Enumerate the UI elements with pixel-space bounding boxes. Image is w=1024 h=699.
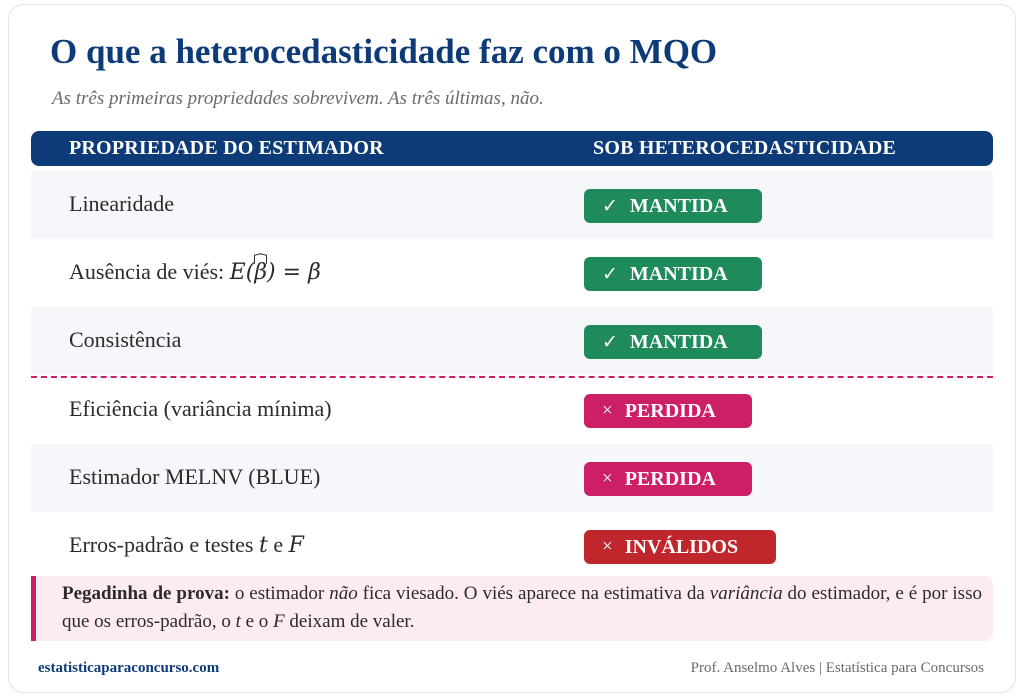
beta-hat: β — [254, 260, 268, 285]
table-row — [31, 171, 993, 239]
table-row — [31, 376, 993, 444]
status-badge — [584, 189, 762, 223]
footer-credit: Prof. Anselmo Alves | Estatística para Concursos — [690, 660, 984, 676]
property-label: Erros-padrão e testes t e F — [69, 532, 304, 558]
status-badge — [584, 462, 752, 496]
table-header — [31, 131, 993, 166]
table-row — [31, 239, 993, 307]
status-badge — [584, 394, 752, 428]
callout-lead: Pegadinha de prova: — [62, 583, 230, 604]
math-expectation: E(β) = β — [229, 260, 321, 285]
status-text: INVÁLIDOS — [624, 535, 739, 558]
property-label: Eficiência (variância mínima) — [69, 396, 332, 421]
check-icon: ✓ — [602, 331, 618, 353]
cross-icon: × — [602, 468, 613, 489]
status-badge — [584, 325, 762, 359]
property-label: Consistência — [69, 327, 182, 352]
cross-icon: × — [602, 400, 613, 421]
column-header-property: PROPRIEDADE DO ESTIMADOR — [69, 137, 384, 159]
check-icon: ✓ — [602, 195, 618, 217]
property-label — [69, 259, 321, 285]
page-title: O que a heterocedasticidade faz com o MQO — [50, 32, 718, 71]
page-subtitle: As três primeiras propriedades sobrevivem. As três últimas, não. — [52, 88, 544, 109]
status-badge — [584, 257, 762, 291]
label-prefix: Ausência de viés: — [69, 259, 225, 284]
status-text: PERDIDA — [624, 399, 716, 422]
table-row — [31, 444, 993, 512]
footer-site: estatisticaparaconcurso.com — [38, 660, 220, 676]
status-text: PERDIDA — [624, 467, 716, 490]
callout-text: Pegadinha de prova: o estimador não fica viesado. O viés aparece na estimativa da variância do estimador, e é por isso que os erros-padrão, o t e o F deixam de valer. — [62, 583, 982, 632]
cross-icon: × — [602, 536, 613, 557]
table-row — [31, 512, 993, 580]
status-text: MANTIDA — [629, 330, 728, 353]
status-badge — [584, 530, 776, 564]
column-header-status: SOB HETEROCEDASTICIDADE — [593, 137, 897, 159]
math-F: F — [288, 533, 304, 558]
status-text: MANTIDA — [629, 194, 728, 217]
table-row — [31, 307, 993, 375]
property-label: Estimador MELNV (BLUE) — [69, 464, 321, 489]
math-t: t — [258, 533, 268, 558]
exam-tip-callout — [31, 576, 993, 641]
property-label: Linearidade — [69, 191, 175, 216]
check-icon: ✓ — [602, 263, 618, 285]
status-text: MANTIDA — [629, 262, 728, 285]
